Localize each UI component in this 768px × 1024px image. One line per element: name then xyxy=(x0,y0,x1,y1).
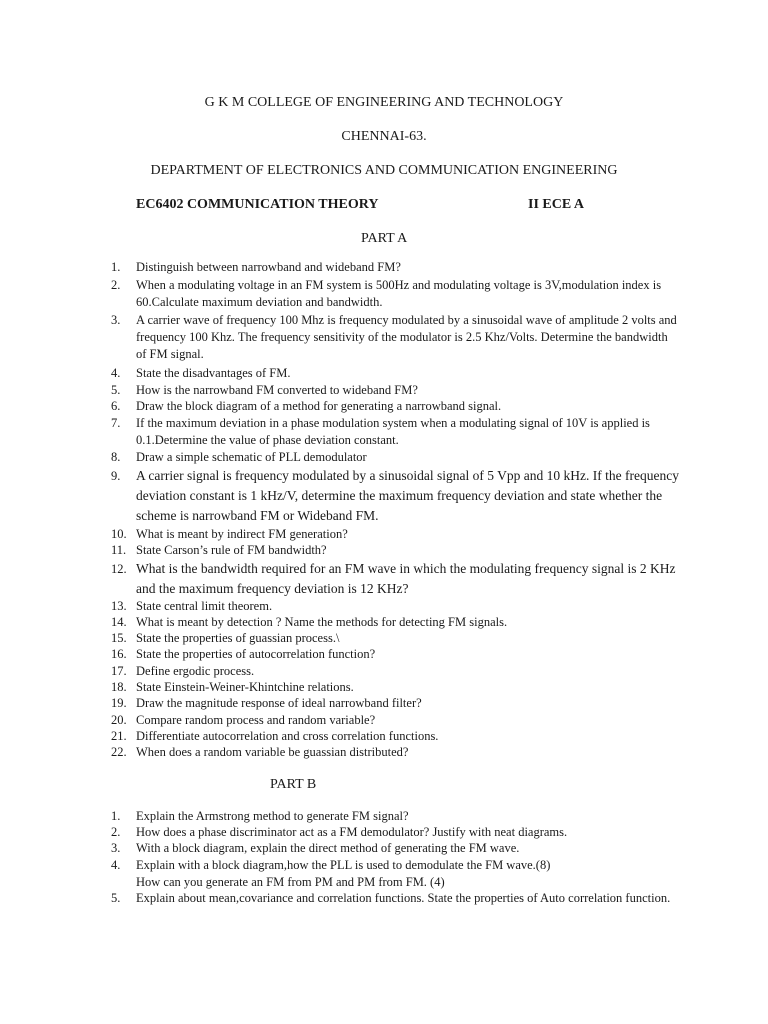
question-text: A carrier wave of frequency 100 Mhz is frequency modulated by a sinusoidal wave of amplitude 2 volts and frequency 100 Khz. The frequency sensitivity of the modulator is 2.5 Khz/Volts. Determine the bandwidth of FM signal. xyxy=(136,313,677,361)
question-text: If the maximum deviation in a phase modulation system when a modulating signal of 10V is applied is 0.1.Determine the value of phase deviation constant. xyxy=(136,416,650,447)
question-a20 xyxy=(111,712,681,729)
question-a14 xyxy=(111,614,681,631)
question-text: With a block diagram, explain the direct method of generating the FM wave. xyxy=(136,841,520,855)
question-a17 xyxy=(111,663,681,680)
question-text: Define ergodic process. xyxy=(136,664,255,678)
question-a22 xyxy=(111,744,681,761)
question-number: 1. xyxy=(111,260,121,274)
class-label: II ECE A xyxy=(528,197,585,212)
question-number: 18. xyxy=(111,680,127,694)
question-a4 xyxy=(111,365,681,382)
question-number: 7. xyxy=(111,416,121,430)
question-number: 12. xyxy=(111,562,127,576)
question-a13 xyxy=(111,598,681,615)
question-a5 xyxy=(111,382,681,399)
question-a15 xyxy=(111,630,681,647)
part-b-heading: PART B xyxy=(270,777,317,792)
question-text: Explain the Armstrong method to generate FM signal? xyxy=(136,809,409,823)
question-a7 xyxy=(111,415,681,449)
question-text: A carrier signal is frequency modulated by a sinusoidal signal of 5 Vpp and 10 kHz. If the frequency deviation constant is 1 kHz/V, determine the maximum frequency deviation and state whether the scheme is narrowband FM or Wideband FM. xyxy=(136,468,679,523)
college-city: CHENNAI-63. xyxy=(341,129,427,144)
question-number: 1. xyxy=(111,809,121,823)
question-text: When does a random variable be guassian distributed? xyxy=(136,745,409,759)
question-number: 4. xyxy=(111,366,121,380)
question-number: 6. xyxy=(111,399,121,413)
question-a6 xyxy=(111,398,681,415)
question-text: Differentiate autocorrelation and cross correlation functions. xyxy=(136,729,439,743)
question-text: When a modulating voltage in an FM system is 500Hz and modulating voltage is 3V,modulation index is 60.Calculate maximum deviation and bandwidth. xyxy=(136,278,662,309)
question-a8 xyxy=(111,449,681,466)
question-subtext: How can you generate an FM from PM and PM from FM. (4) xyxy=(136,875,445,889)
question-text: Draw the magnitude response of ideal narrowband filter? xyxy=(136,696,422,710)
college-name: G K M COLLEGE OF ENGINEERING AND TECHNOLOGY xyxy=(204,95,564,110)
question-number: 8. xyxy=(111,450,121,464)
question-b1 xyxy=(111,808,681,825)
question-number: 17. xyxy=(111,664,127,678)
question-number: 10. xyxy=(111,527,127,541)
question-text: Draw a simple schematic of PLL demodulator xyxy=(136,450,367,464)
question-b3 xyxy=(111,840,681,857)
question-a2 xyxy=(111,277,681,311)
question-text: How is the narrowband FM converted to wideband FM? xyxy=(136,383,418,397)
question-number: 22. xyxy=(111,745,127,759)
question-number: 15. xyxy=(111,631,127,645)
question-number: 3. xyxy=(111,313,121,327)
question-number: 11. xyxy=(111,543,127,557)
question-text: State the properties of autocorrelation function? xyxy=(136,647,376,661)
part-a-heading: PART A xyxy=(361,231,408,246)
question-a19 xyxy=(111,695,681,712)
question-b2 xyxy=(111,824,681,841)
question-text: What is meant by indirect FM generation? xyxy=(136,527,348,541)
question-b5 xyxy=(111,890,681,907)
department-name: DEPARTMENT OF ELECTRONICS AND COMMUNICATION ENGINEERING xyxy=(150,163,618,178)
question-text: State Carson’s rule of FM bandwidth? xyxy=(136,543,327,557)
question-text: State Einstein-Weiner-Khintchine relations. xyxy=(136,680,354,694)
question-a1 xyxy=(111,259,681,276)
question-a18 xyxy=(111,679,681,696)
question-a12 xyxy=(111,559,681,599)
question-text: Distinguish between narrowband and wideband FM? xyxy=(136,260,401,274)
question-a9 xyxy=(111,466,681,526)
question-text: What is meant by detection ? Name the methods for detecting FM signals. xyxy=(136,615,508,629)
question-text: How does a phase discriminator act as a FM demodulator? Justify with neat diagrams. xyxy=(136,825,568,839)
question-number: 14. xyxy=(111,615,127,629)
question-number: 3. xyxy=(111,841,121,855)
question-a10 xyxy=(111,526,681,543)
question-number: 21. xyxy=(111,729,127,743)
question-number: 2. xyxy=(111,278,121,292)
question-number: 9. xyxy=(111,469,121,483)
question-number: 2. xyxy=(111,825,121,839)
question-a16 xyxy=(111,646,681,663)
question-number: 13. xyxy=(111,599,127,613)
question-text: What is the bandwidth required for an FM wave in which the modulating frequency signal is 2 KHz and the maximum frequency deviation is 12 KHz? xyxy=(136,561,676,596)
question-text: Compare random process and random variable? xyxy=(136,713,376,727)
question-a11 xyxy=(111,542,681,559)
question-text: Explain about mean,covariance and correlation functions. State the properties of Auto correlation function. xyxy=(136,891,671,905)
question-number: 4. xyxy=(111,858,121,872)
question-b4 xyxy=(111,857,681,891)
question-text: State central limit theorem. xyxy=(136,599,273,613)
question-number: 5. xyxy=(111,383,121,397)
question-a21 xyxy=(111,728,681,745)
question-number: 20. xyxy=(111,713,127,727)
question-a3 xyxy=(111,312,681,363)
question-number: 16. xyxy=(111,647,127,661)
question-text: State the properties of guassian process.\ xyxy=(136,631,340,645)
question-number: 5. xyxy=(111,891,121,905)
question-text: State the disadvantages of FM. xyxy=(136,366,291,380)
question-number: 19. xyxy=(111,696,127,710)
question-text: Explain with a block diagram,how the PLL is used to demodulate the FM wave.(8) xyxy=(136,858,551,872)
course-title: EC6402 COMMUNICATION THEORY xyxy=(136,197,379,212)
question-text: Draw the block diagram of a method for generating a narrowband signal. xyxy=(136,399,502,413)
